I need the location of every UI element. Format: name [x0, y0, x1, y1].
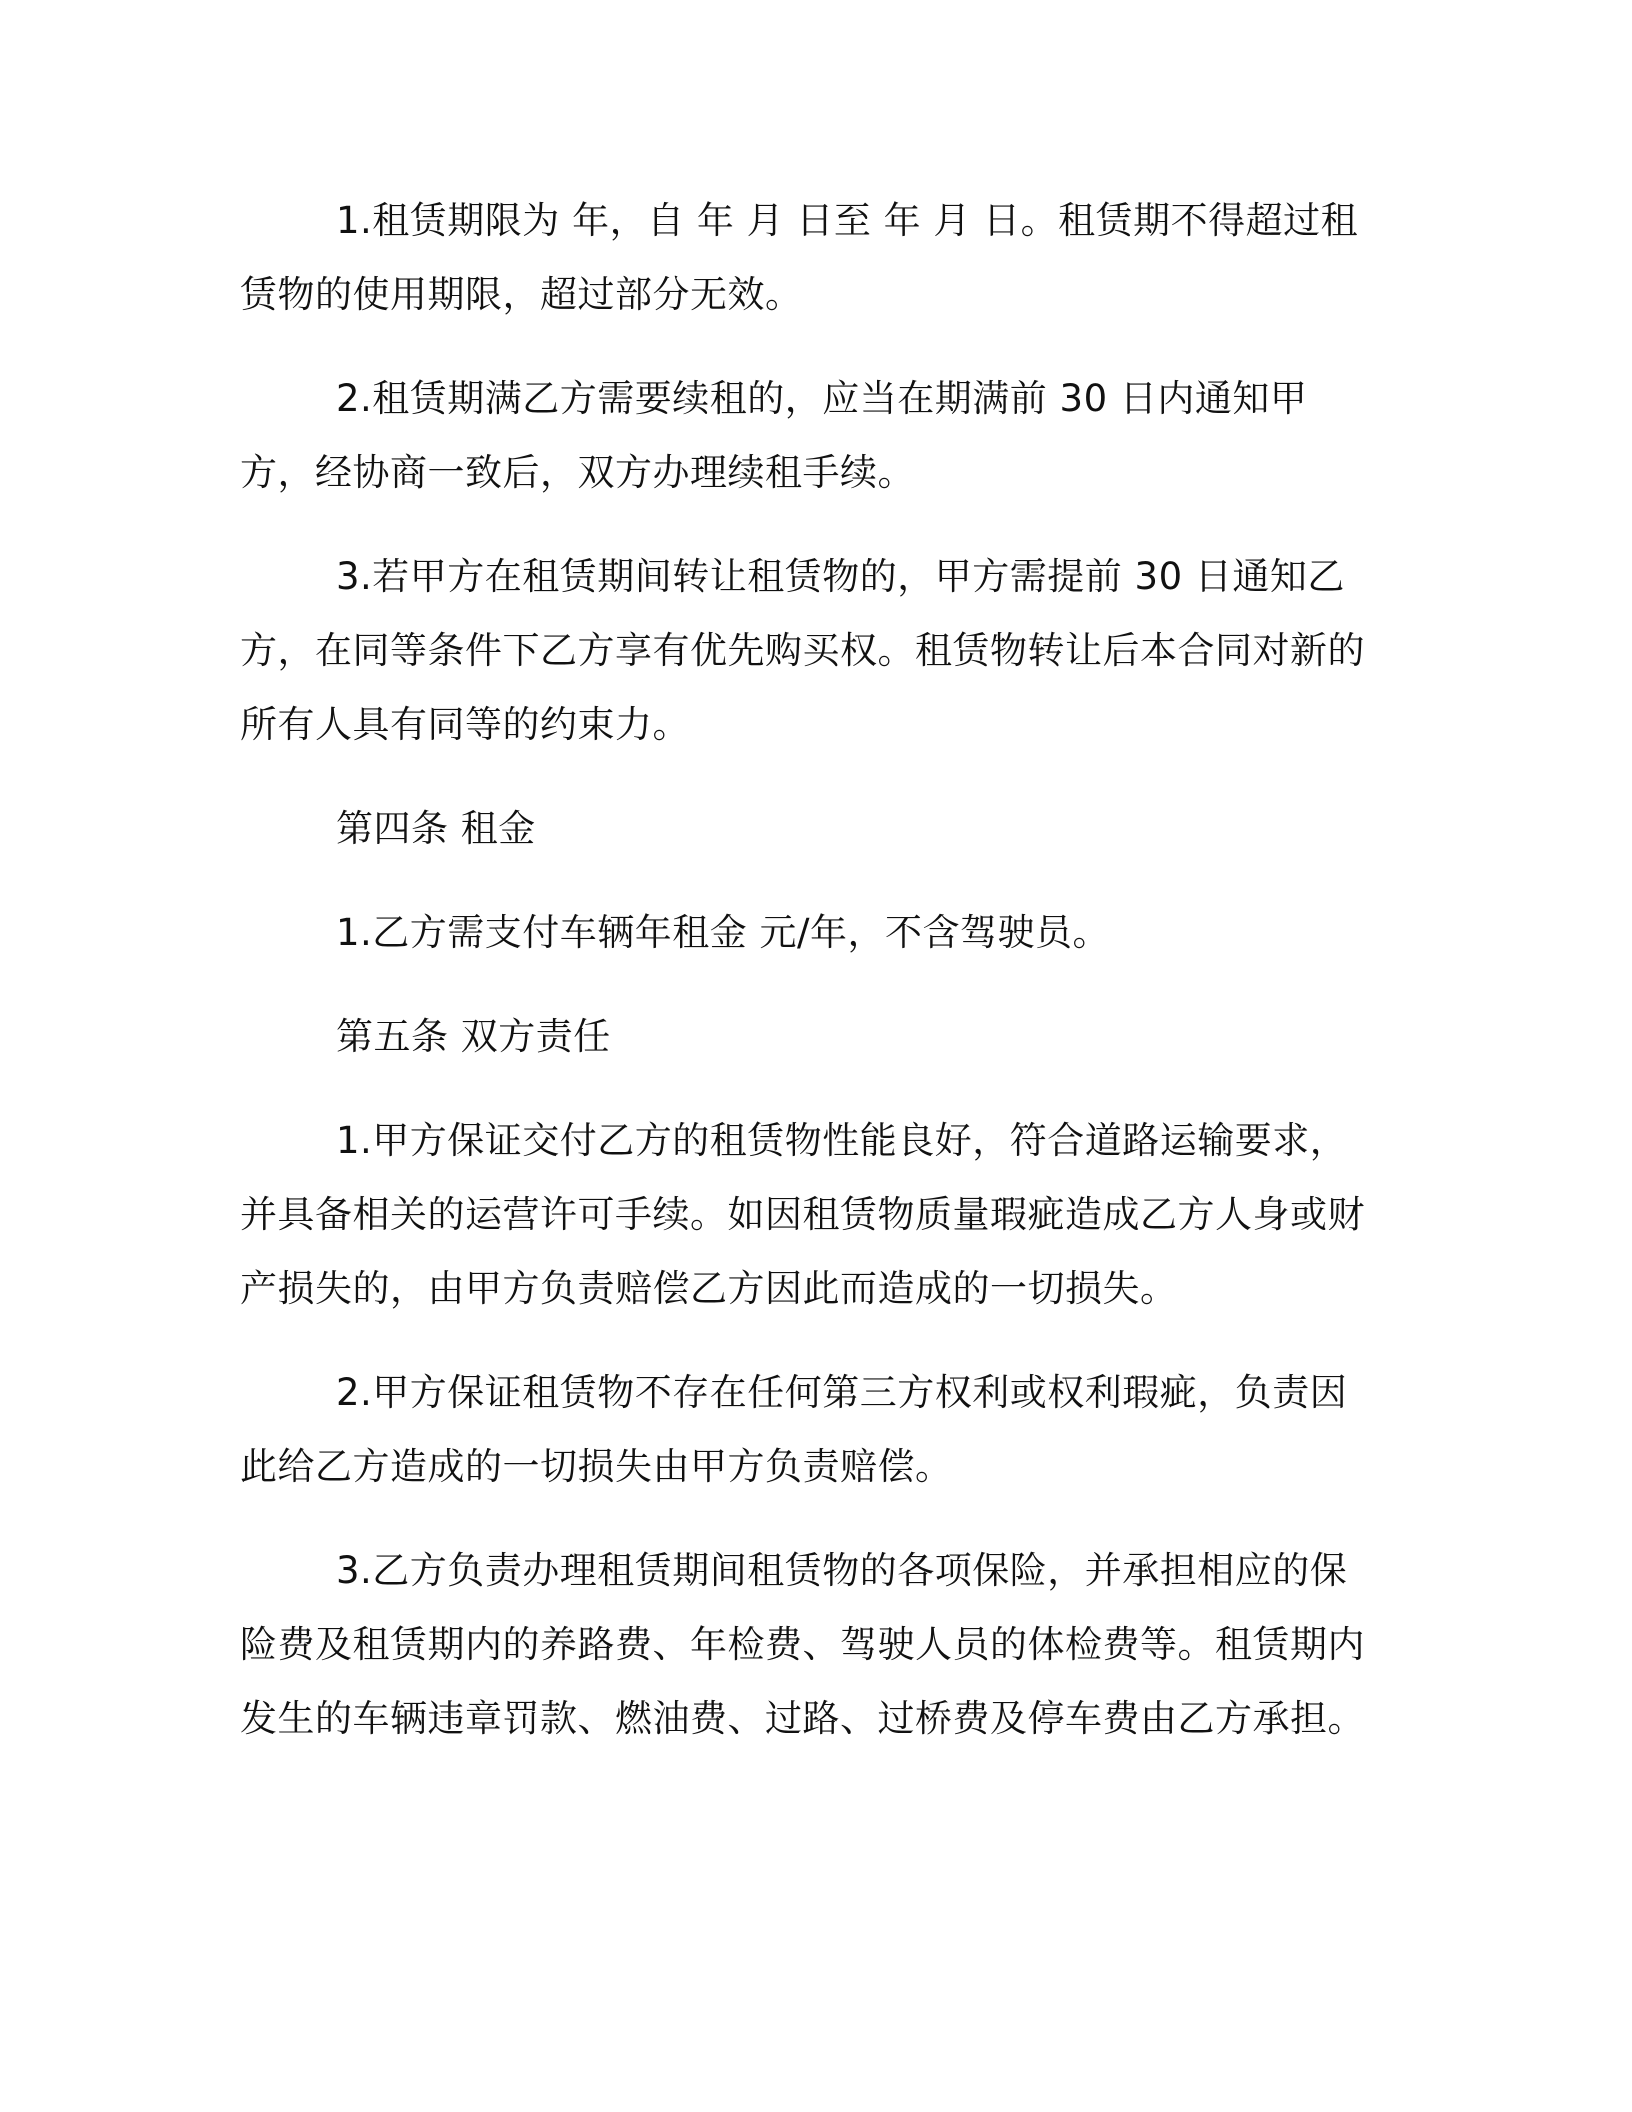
rent-clause: 1.乙方需支付车辆年租金 元/年，不含驾驶员。: [336, 911, 1111, 954]
document-body: [240, 184, 1380, 1756]
lease-term-clause: 1.租赁期限为 年，自 年 月 日至 年 月 日。租赁期不得超过租赁物的使用期限，超过部分无效。: [240, 199, 1359, 316]
article-five-heading: 第五条 双方责任: [336, 1015, 611, 1058]
renewal-clause: 2.租赁期满乙方需要续租的，应当在期满前 30 日内通知甲方，经协商一致后，双方办理续租手续。: [240, 377, 1308, 494]
lessor-guarantee-clause: 1.甲方保证交付乙方的租赁物性能良好，符合道路运输要求，并具备相关的运营许可手续。如因租赁物质量瑕疵造成乙方人身或财产损失的，由甲方负责赔偿乙方因此而造成的一切损失。: [240, 1119, 1365, 1310]
lessee-responsibility-clause: 3.乙方负责办理租赁期间租赁物的各项保险，并承担相应的保险费及租赁期内的养路费、年检费、驾驶人员的体检费等。租赁期内发生的车辆违章罚款、燃油费、过路、过桥费及停车费由乙方承担。: [240, 1549, 1365, 1740]
third-party-rights-clause: 2.甲方保证租赁物不存在任何第三方权利或权利瑕疵，负责因此给乙方造成的一切损失由甲方负责赔偿。: [240, 1371, 1348, 1488]
article-four-heading: 第四条 租金: [336, 807, 536, 850]
transfer-clause: 3.若甲方在租赁期间转让租赁物的，甲方需提前 30 日通知乙方，在同等条件下乙方享有优先购买权。租赁物转让后本合同对新的所有人具有同等的约束力。: [240, 555, 1365, 746]
